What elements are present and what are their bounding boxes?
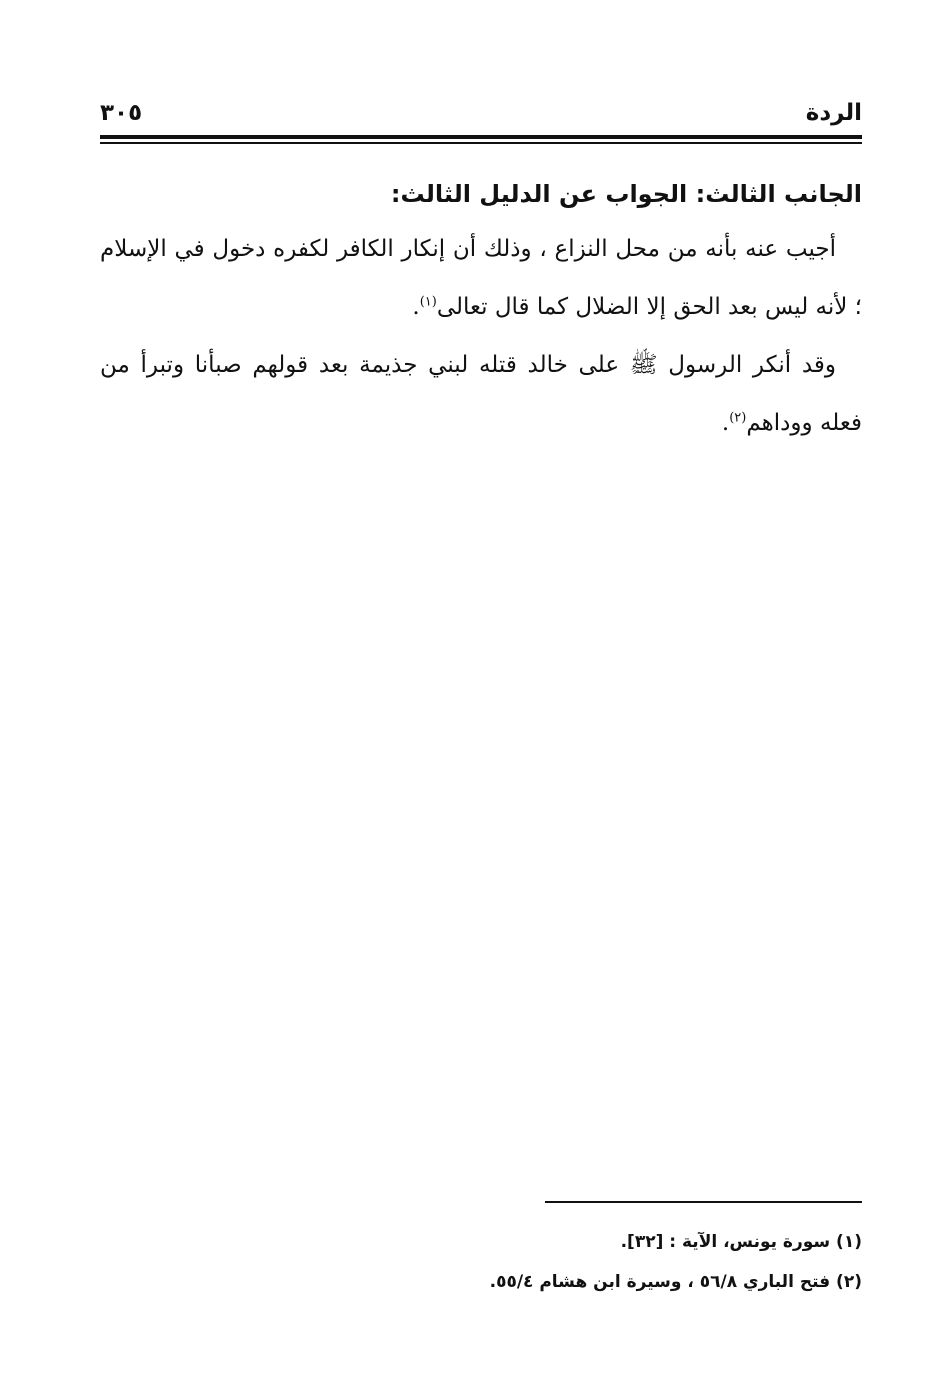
paragraph-2-end: . xyxy=(721,410,730,436)
page-header xyxy=(100,100,862,132)
footnote-ref-1[interactable]: (١) xyxy=(419,294,437,310)
header-rule-thin xyxy=(100,142,862,144)
footnote-separator xyxy=(545,1201,862,1203)
running-title: الردة xyxy=(805,100,862,126)
paragraph-1 xyxy=(100,220,862,336)
footnote-ref-2[interactable]: (٢) xyxy=(729,410,747,426)
page-number: ٣٠٥ xyxy=(100,100,143,126)
section-heading: الجانب الثالث: الجواب عن الدليل الثالث: xyxy=(390,180,862,208)
main-text xyxy=(100,172,862,452)
paragraph-1-end: . xyxy=(412,294,420,320)
footnotes xyxy=(100,1222,862,1302)
footnote-2: (٢) فتح الباري ٥٦/٨ ، وسيرة ابن هشام ٥٥/٤. xyxy=(489,1272,862,1292)
footnote-1: (١) سورة يونس، الآية : [٣٢]. xyxy=(620,1232,862,1252)
paragraph-2 xyxy=(100,336,862,452)
header-rule-thick xyxy=(100,135,862,139)
paragraph-2-text: وقد أنكر الرسول ﷺ على خالد قتله لبني جذيمة بعد قولهم صبأنا وتبرأ من فعله ووداهم xyxy=(100,352,862,436)
paragraph-1-text: أجيب عنه بأنه من محل النزاع ، وذلك أن إنكار الكافر لكفره دخول في الإسلام ؛ لأنه ليس بعد الحق إلا الضلال كما قال تعالى xyxy=(100,236,862,320)
